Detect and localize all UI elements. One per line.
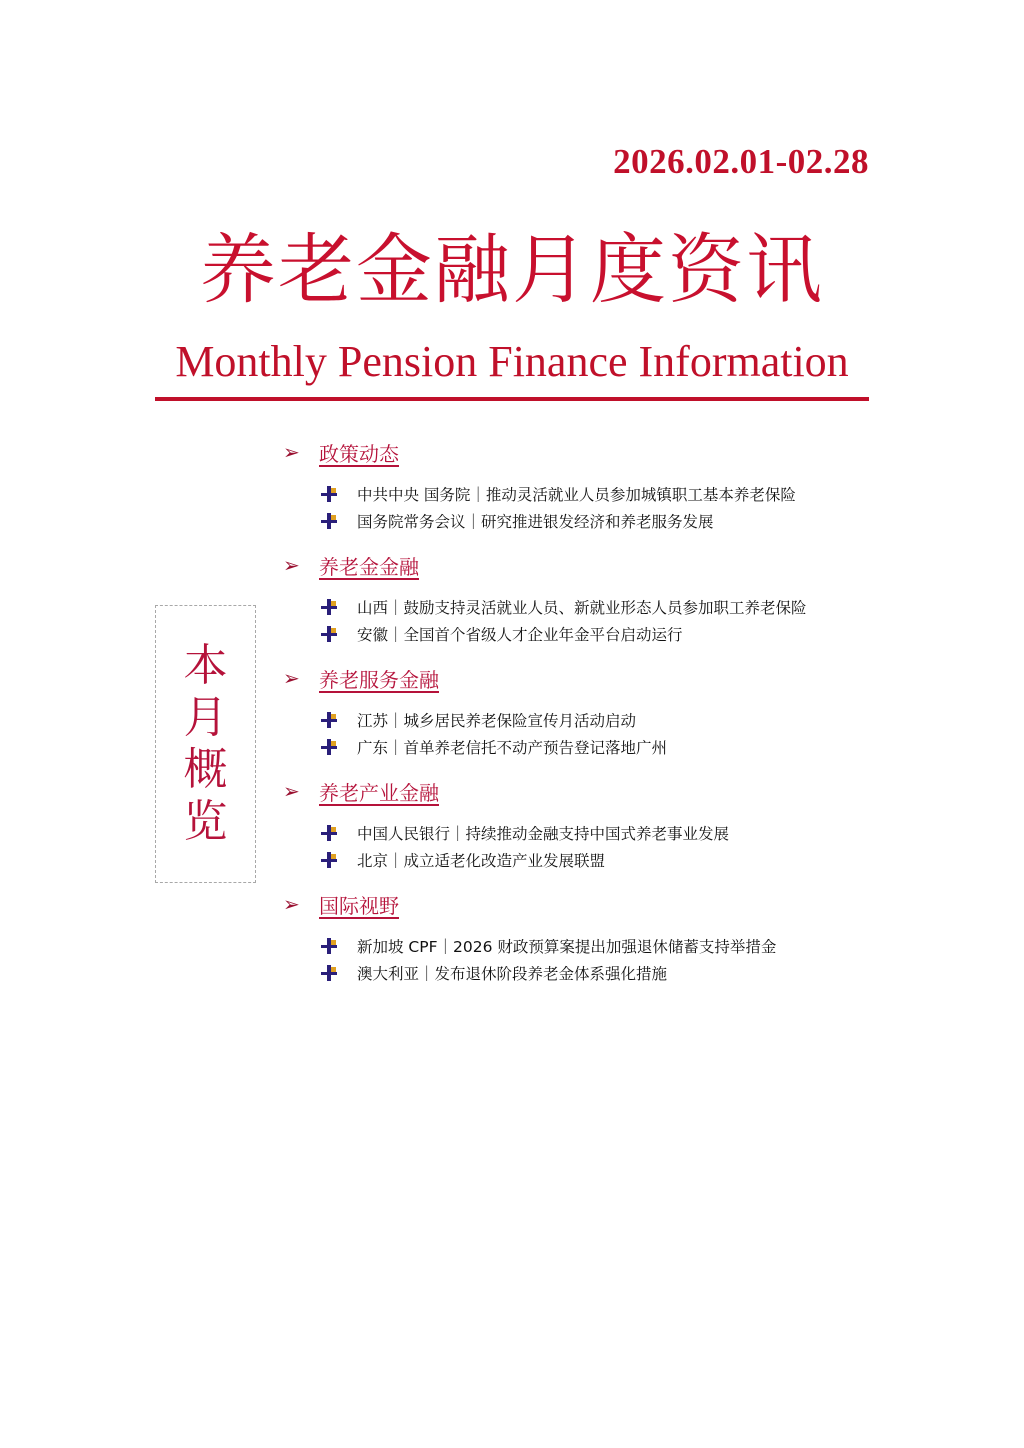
cross-bullet-icon [321,625,337,643]
list-item [321,960,883,988]
section-title-link[interactable]: 国际视野 [319,893,399,918]
section-header [283,658,883,698]
item-text: 北京｜成立适老化改造产业发展联盟 [357,852,606,871]
item-text: 新加坡 CPF｜2026 财政预算案提出加强退休储蓄支持举措金 [357,937,777,956]
section-title-link[interactable]: 养老服务金融 [319,667,439,692]
section-pension-fund-finance [283,545,883,658]
overview-label-char: 概 [183,744,228,795]
cross-bullet-icon [321,711,337,729]
arrow-right-icon: ➢ [283,892,300,916]
item-text: 广东｜首单养老信托不动产预告登记落地广州 [357,739,668,758]
item-text: 山西｜鼓励支持灵活就业人员、新就业形态人员参加职工养老保险 [357,598,807,617]
arrow-right-icon: ➢ [283,666,300,690]
title-divider [155,397,869,401]
item-text: 中共中央 国务院｜推动灵活就业人员参加城镇职工基本养老保险 [357,485,796,504]
section-policy [283,432,883,545]
section-header [283,884,883,924]
page-title: 养老金融月度资讯 [200,225,824,314]
section-title-link[interactable]: 养老金金融 [319,554,419,579]
list-item [321,847,883,875]
item-text: 安徽｜全国首个省级人才企业年金平台启动运行 [357,626,683,645]
cross-bullet-icon [321,512,337,530]
section-international [283,884,883,997]
cross-bullet-icon [321,964,337,982]
section-pension-industry-finance [283,771,883,884]
arrow-right-icon: ➢ [283,440,300,464]
overview-label-char: 本 [183,640,228,691]
list-item [321,480,883,508]
list-item [321,819,883,847]
section-title-link[interactable]: 政策动态 [319,441,399,466]
arrow-right-icon: ➢ [283,553,300,577]
contents-list [283,432,883,997]
list-item [321,932,883,960]
section-header [283,771,883,811]
list-item [321,508,883,536]
overview-label-char: 月 [183,692,228,743]
cross-bullet-icon [321,738,337,756]
overview-label-char: 览 [183,796,228,847]
overview-label-box [155,605,256,883]
section-pension-service-finance [283,658,883,771]
cross-bullet-icon [321,824,337,842]
arrow-right-icon: ➢ [283,779,300,803]
list-item [321,734,883,762]
item-text: 国务院常务会议｜研究推进银发经济和养老服务发展 [357,513,714,532]
issue-date: 2026.02.01-02.28 [613,142,869,181]
section-header [283,432,883,472]
cross-bullet-icon [321,598,337,616]
item-text: 中国人民银行｜持续推动金融支持中国式养老事业发展 [357,824,730,843]
cross-bullet-icon [321,485,337,503]
item-text: 江苏｜城乡居民养老保险宣传月活动启动 [357,711,637,730]
page-subtitle: Monthly Pension Finance Information [175,337,849,386]
list-item [321,593,883,621]
cross-bullet-icon [321,851,337,869]
list-item [321,621,883,649]
section-title-link[interactable]: 养老产业金融 [319,780,439,805]
cross-bullet-icon [321,937,337,955]
list-item [321,706,883,734]
item-text: 澳大利亚｜发布退休阶段养老金体系强化措施 [357,965,668,984]
section-header [283,545,883,585]
